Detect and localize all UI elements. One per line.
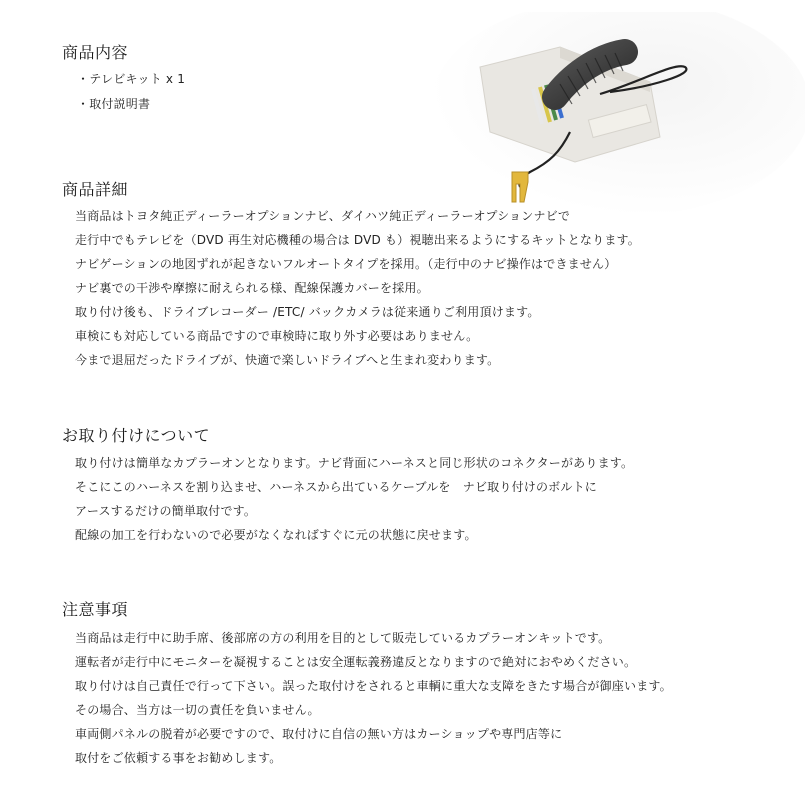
product-harness-image [410,12,805,212]
install-line: アースするだけの簡単取付です。 [75,504,257,518]
install-line: 配線の加工を行わないので必要がなくなればすぐに元の状態に戻せます。 [75,528,477,542]
install-line: 取り付けは簡単なカプラーオンとなります。ナビ背面にハーネスと同じ形状のコネクターがあります。 [75,456,634,470]
details-line: ナビ裏での干渉や摩擦に耐えられる様、配線保護カバーを採用。 [75,281,429,295]
details-line: ナビゲーションの地図ずれが起きないフルオートタイプを採用。（走行中のナビ操作はできません） [75,257,617,271]
install-line: そこにこのハーネスを割り込ませ、ハーネスから出ているケーブルを ナビ取り付けのボルトに [75,480,597,494]
details-line: 今まで退屈だったドライブが、快適で楽しいドライブへと生まれ変わります。 [75,353,500,367]
details-line: 車検にも対応している商品ですので車検時に取り外す必要はありません。 [75,329,479,343]
contents-heading: 商品内容 [62,43,129,62]
install-heading: お取り付けについて [62,426,211,445]
contents-item: ・取付説明書 [77,97,151,111]
contents-item: ・テレビキット x 1 [77,72,186,86]
notes-line: 運転者が走行中にモニターを凝視することは安全運転義務違反となりますので絶対におやめください。 [75,655,637,669]
details-heading: 商品詳細 [62,180,129,199]
notes-line: 車両側パネルの脱着が必要ですので、取付けに自信の無い方はカーショップや専門店等に [75,727,563,741]
details-line: 走行中でもテレビを（DVD 再生対応機種の場合は DVD も）視聴出来るようにするキットとなります。 [75,233,640,247]
details-line: 当商品はトヨタ純正ディーラーオプションナビ、ダイハツ純正ディーラーオプションナビで [75,209,571,223]
notes-heading: 注意事項 [62,600,129,619]
notes-line: 当商品は走行中に助手席、後部席の方の利用を目的として販売しているカプラーオンキットです。 [75,631,611,645]
notes-line: 取付をご依頼する事をお勧めします。 [75,751,282,765]
notes-line: 取り付けは自己責任で行って下さい。誤った取付けをされると車輌に重大な支障をきたす場合が御座います。 [75,679,672,693]
details-line: 取り付け後も、ドライブレコーダー /ETC/ バックカメラは従来通りご利用頂けます。 [75,305,540,319]
notes-line: その場合、当方は一切の責任を負いません。 [75,703,320,717]
